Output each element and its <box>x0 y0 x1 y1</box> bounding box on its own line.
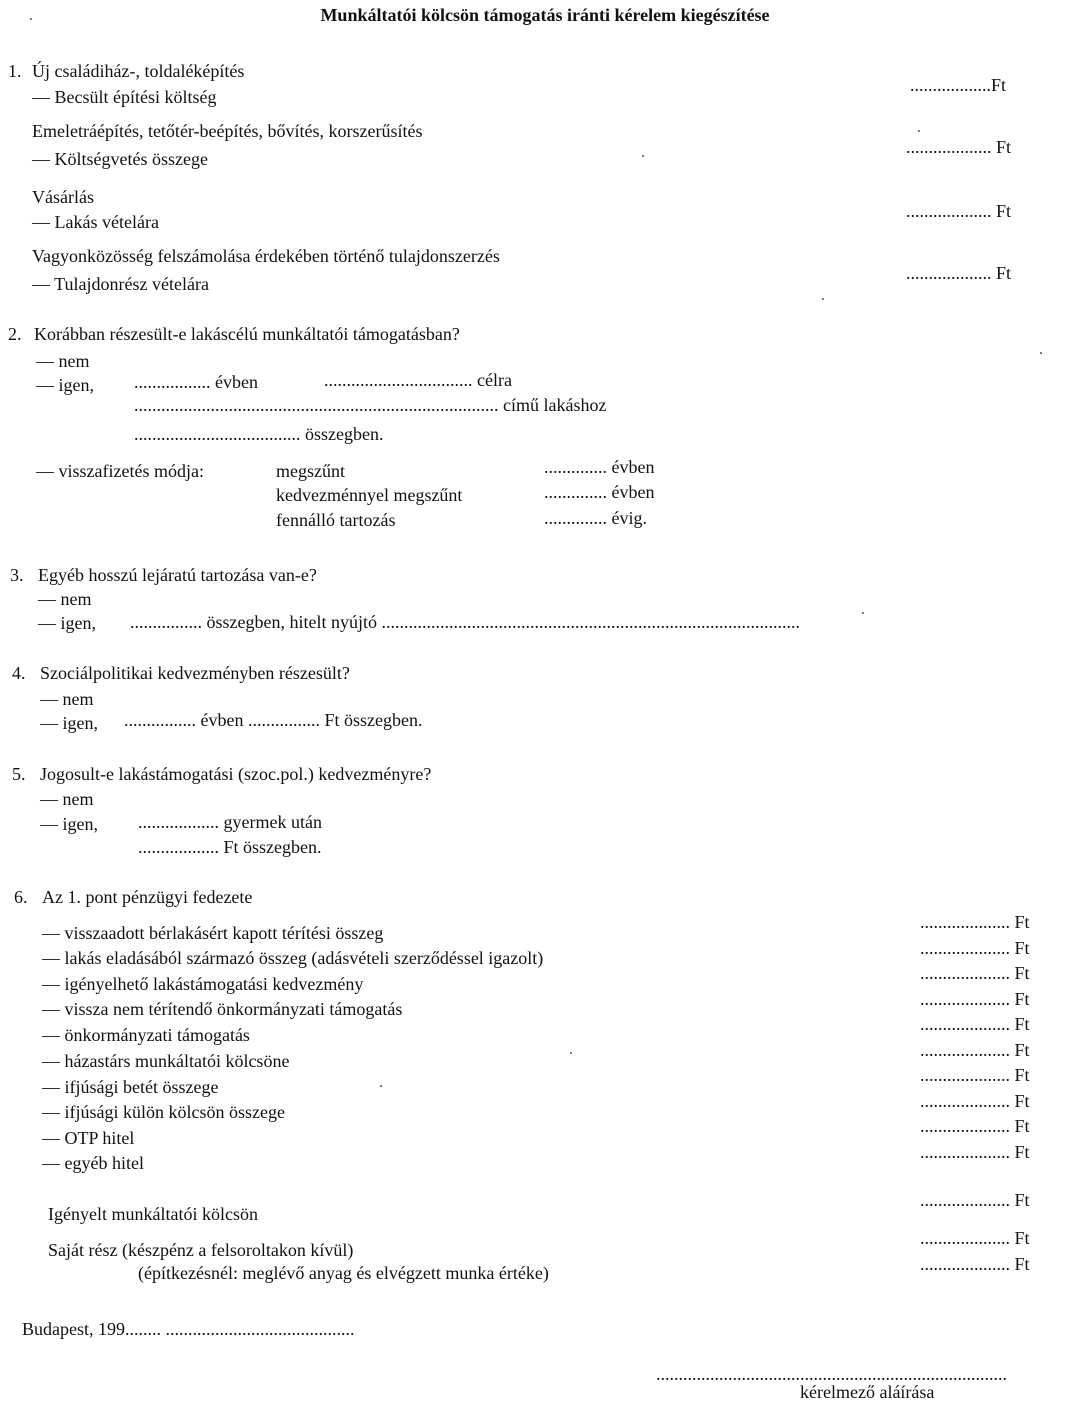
own-share-extra-field[interactable]: .................... Ft <box>920 1254 1030 1274</box>
year-field[interactable]: ................. évben <box>134 372 258 392</box>
terminated-year-field[interactable]: .............. évben <box>544 457 655 477</box>
amount-field[interactable]: ..................................... összegben. <box>134 424 384 444</box>
scan-speck <box>642 155 644 157</box>
purchase-price-field[interactable]: ................... Ft <box>906 201 1012 221</box>
option-yes[interactable]: — igen, <box>40 713 98 733</box>
section-number: 4. <box>12 663 26 683</box>
list-item: — visszaadott bérlakásért kapott térítési összeg <box>42 923 384 943</box>
share-price-field[interactable]: ................... Ft <box>906 263 1012 283</box>
purpose-field[interactable]: ................................. célra <box>324 370 512 390</box>
social-benefit-field[interactable]: ................ évben ................ Ft összegben. <box>124 710 423 730</box>
purchase-price-label: — Lakás vételára <box>32 212 159 232</box>
option-yes[interactable]: — igen, <box>38 613 96 633</box>
requested-loan-label: Igényelt munkáltatói kölcsön <box>48 1204 258 1224</box>
amount-field[interactable]: .................... Ft <box>920 1014 1030 1034</box>
own-share-field[interactable]: .................... Ft <box>920 1228 1030 1248</box>
scan-speck <box>862 612 864 614</box>
amount-field[interactable]: .................... Ft <box>920 963 1030 983</box>
requested-loan-field[interactable]: .................... Ft <box>920 1190 1030 1210</box>
estimated-cost-field[interactable]: ..................Ft <box>910 75 1007 95</box>
amount-field[interactable]: .................... Ft <box>920 1040 1030 1060</box>
extension-heading: Emeletráépítés, tetőtér-beépítés, bővítés, korszerűsítés <box>32 121 423 141</box>
amount-field[interactable]: .................... Ft <box>920 1091 1030 1111</box>
list-item: — vissza nem térítendő önkormányzati támogatás <box>42 999 403 1019</box>
option-yes[interactable]: — igen, <box>40 814 98 834</box>
page-title: Munkáltatói kölcsön támogatás iránti kérelem kiegészítése <box>320 5 770 25</box>
list-item: — ifjúsági külön kölcsön összege <box>42 1102 285 1122</box>
section-number: 6. <box>14 887 28 907</box>
share-price-label: — Tulajdonrész vételára <box>32 274 209 294</box>
list-item: — igényelhető lakástámogatási kedvezmény <box>42 974 364 994</box>
list-item: — önkormányzati támogatás <box>42 1025 250 1045</box>
question-2: Korábban részesült-e lakáscélú munkáltatói támogatásban? <box>34 324 460 344</box>
children-field[interactable]: .................. gyermek után <box>138 812 322 832</box>
loan-amount-lender-field[interactable]: ................ összegben, hitelt nyújtó ............................................................................................. <box>130 612 800 632</box>
outstanding-until-field[interactable]: .............. évig. <box>544 508 647 528</box>
own-share-note: (építkezésnél: meglévő anyag és elvégzett munka értéke) <box>138 1263 549 1283</box>
amount-field[interactable]: .................... Ft <box>920 1142 1030 1162</box>
estimated-cost-label: — Becsült építési költség <box>32 87 217 107</box>
amount-field[interactable]: .................... Ft <box>920 989 1030 1009</box>
list-item: — házastárs munkáltatói kölcsöne <box>42 1051 290 1071</box>
amount-field[interactable]: .................... Ft <box>920 1065 1030 1085</box>
own-share-label: Saját rész (készpénz a felsoroltakon kívül) <box>48 1240 354 1260</box>
option-no[interactable]: — nem <box>40 789 94 809</box>
question-3: Egyéb hosszú lejáratú tartozása van-e? <box>38 565 317 585</box>
mode-terminated: megszűnt <box>276 461 345 481</box>
question-6: Az 1. pont pénzügyi fedezete <box>42 887 253 907</box>
option-no[interactable]: — nem <box>40 689 94 709</box>
question-4: Szociálpolitikai kedvezményben részesült? <box>40 663 350 683</box>
joint-property-heading: Vagyonközösség felszámolása érdekében történő tulajdonszerzés <box>32 246 500 266</box>
question-5: Jogosult-e lakástámogatási (szoc.pol.) kedvezményre? <box>40 764 432 784</box>
section-number: 5. <box>12 764 26 784</box>
option-no[interactable]: — nem <box>36 351 90 371</box>
discount-year-field[interactable]: .............. évben <box>544 482 655 502</box>
place-date-field[interactable]: Budapest, 199........ .......................................... <box>22 1319 355 1339</box>
section-number: 2. <box>8 324 22 344</box>
purchase-heading: Vásárlás <box>32 187 94 207</box>
budget-field[interactable]: ................... Ft <box>906 137 1012 157</box>
scan-speck <box>570 1052 572 1054</box>
scan-speck <box>822 298 824 300</box>
list-item: — lakás eladásából származó összeg (adásvételi szerződéssel igazolt) <box>42 948 544 968</box>
amount-field[interactable]: .................... Ft <box>920 1116 1030 1136</box>
repayment-mode-label: — visszafizetés módja: <box>36 461 204 481</box>
scan-speck <box>918 130 920 132</box>
scan-speck <box>30 18 32 20</box>
signature-line[interactable]: .............................................................................. <box>656 1364 1007 1384</box>
list-item: — egyéb hitel <box>42 1153 144 1173</box>
option-no[interactable]: — nem <box>38 589 92 609</box>
list-item: — ifjúsági betét összege <box>42 1077 219 1097</box>
amount-field[interactable]: .................... Ft <box>920 938 1030 958</box>
mode-outstanding: fennálló tartozás <box>276 510 396 530</box>
signature-label: kérelmező aláírása <box>800 1382 935 1402</box>
option-yes[interactable]: — igen, <box>36 375 94 395</box>
address-field[interactable]: ................................................................................. című lakáshoz <box>134 395 607 415</box>
new-build-heading: Új családiház-, toldaléképítés <box>32 61 245 81</box>
benefit-amount-field[interactable]: .................. Ft összegben. <box>138 837 322 857</box>
section-number: 1. <box>8 61 22 81</box>
scan-speck <box>380 1085 382 1087</box>
budget-label: — Költségvetés összege <box>32 149 208 169</box>
amount-field[interactable]: .................... Ft <box>920 912 1030 932</box>
list-item: — OTP hitel <box>42 1128 135 1148</box>
scan-speck <box>1040 352 1042 354</box>
section-number: 3. <box>10 565 24 585</box>
mode-terminated-discount: kedvezménnyel megszűnt <box>276 485 463 505</box>
